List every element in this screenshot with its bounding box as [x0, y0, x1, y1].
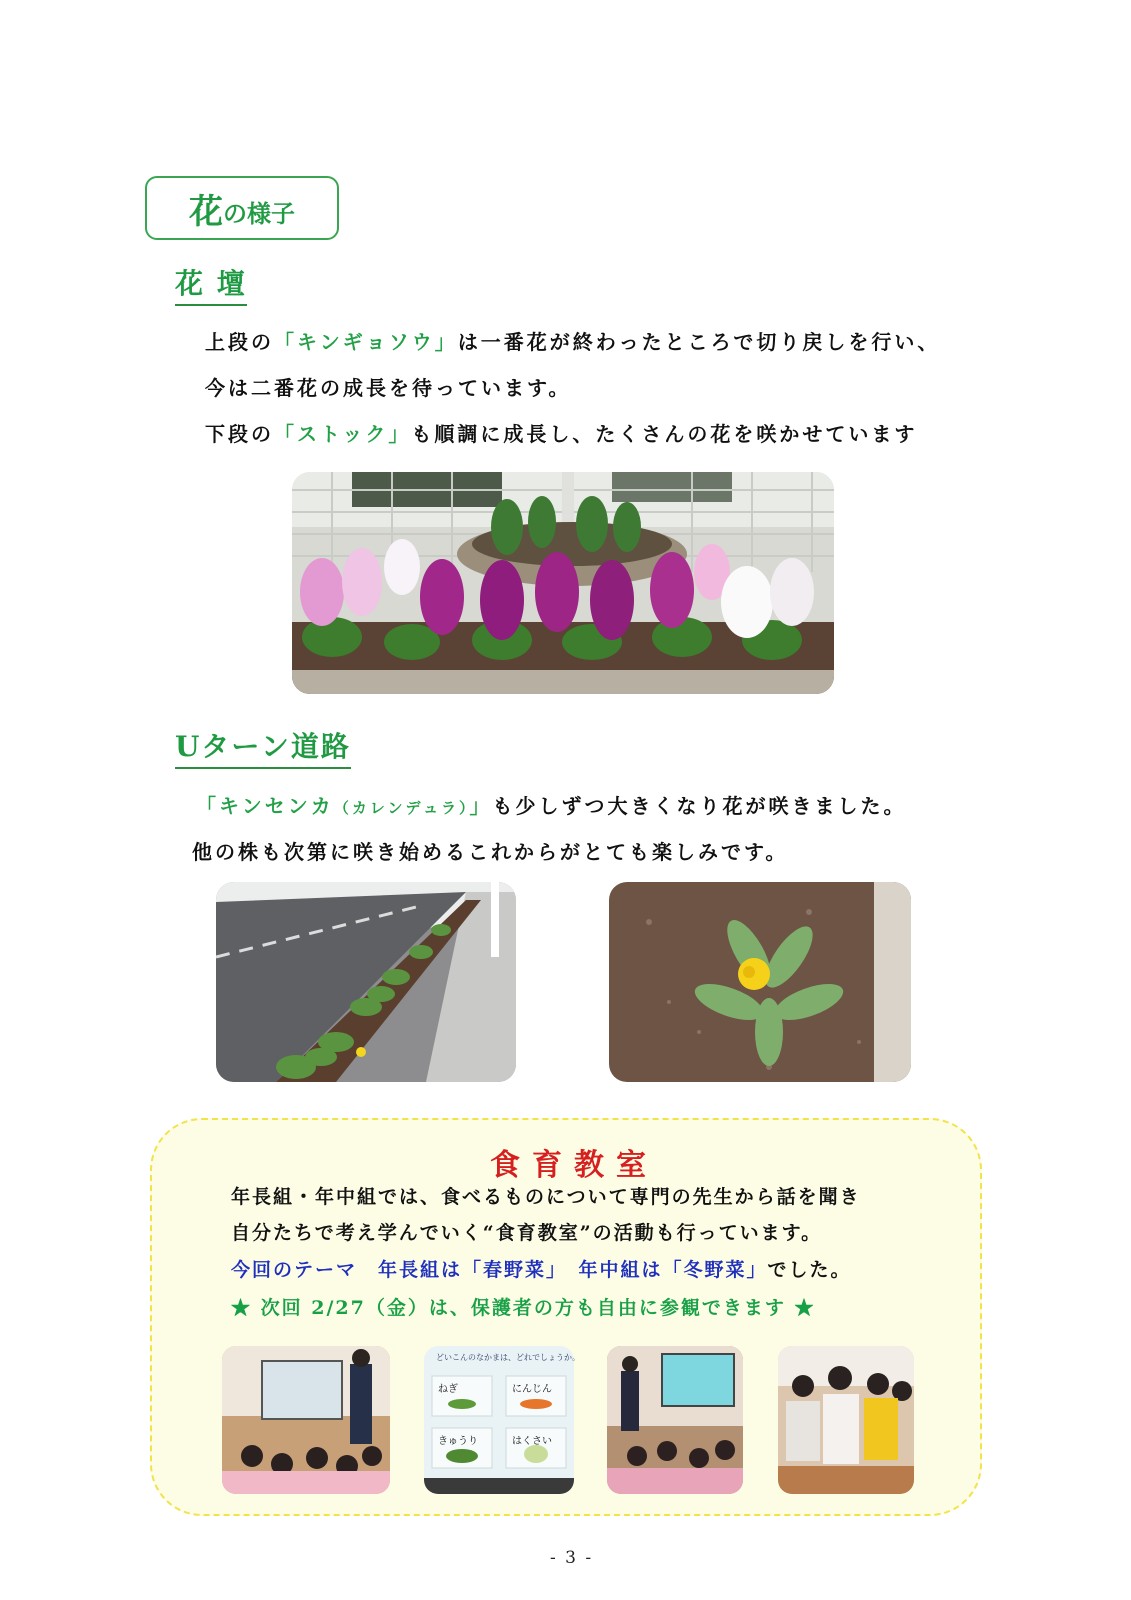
slide-title: どいこんのなかまは、どれでしょうか。	[436, 1353, 580, 1362]
kadan-line-1c: は一番花が終わったところで切り戻しを行い、	[457, 330, 941, 354]
kadan-stock: 「ストック」	[274, 422, 412, 446]
page-number: - 3 -	[550, 1548, 594, 1568]
calendula-photo	[609, 882, 911, 1082]
class-photo-3	[778, 1346, 914, 1494]
kadan-heading: 花 壇	[175, 262, 247, 306]
uturn-bracket: 」	[469, 794, 493, 818]
shokuiku-title: 食育教室	[490, 1148, 658, 1183]
flower-bed-photo	[292, 472, 834, 694]
uturn-kinsenka: 「キンセンカ	[196, 794, 334, 818]
slide-photo	[424, 1346, 574, 1494]
kadan-line-1	[205, 326, 940, 355]
shokuiku-line-1: 年長組・年中組では、食べるものについて専門の先生から話を聞き	[231, 1186, 861, 1208]
shokuiku-theme-end: でした。	[767, 1259, 852, 1281]
section-title-small: の様子	[223, 198, 295, 228]
kadan-line-3	[205, 418, 917, 447]
shokuiku-next: ★ 次回 2/27（金）は、保護者の方も自由に参観できます ★	[231, 1297, 816, 1319]
slide-veg-1: ねぎ	[438, 1384, 458, 1395]
kadan-line-2: 今は二番花の成長を待っています。	[205, 376, 572, 400]
kadan-line-3a: 下段の	[205, 422, 274, 446]
uturn-calendula: （カレンデュラ）	[333, 799, 470, 817]
kadan-line-1a: 上段の	[205, 330, 274, 354]
uturn-line-2: 他の株も次第に咲き始めるこれからがとても楽しみです。	[192, 840, 789, 864]
kadan-kingyoso: 「キンギョソウ」	[274, 330, 458, 354]
shokuiku-line-2: 自分たちで考え学んでいく“食育教室”の活動も行っています。	[231, 1222, 823, 1244]
uturn-line-1d: も少しずつ大きくなり花が咲きました。	[492, 794, 907, 818]
uturn-line-1	[196, 790, 907, 819]
shokuiku-theme	[231, 1255, 852, 1282]
uturn-heading: Uターン道路	[175, 725, 351, 769]
shokuiku-theme-text: 今回のテーマ 年長組は「春野菜」 年中組は「冬野菜」	[231, 1259, 768, 1281]
slide-veg-4: はくさい	[512, 1436, 552, 1447]
slide-veg-3: きゅうり	[438, 1436, 478, 1447]
road-planter-photo	[216, 882, 516, 1082]
section-title-box	[145, 176, 339, 240]
class-photo-1	[222, 1346, 390, 1494]
section-title-big: 花	[189, 191, 223, 232]
class-photo-2	[607, 1346, 743, 1494]
kadan-line-3c: も順調に成長し、たくさんの花を咲かせています	[411, 422, 918, 446]
slide-veg-2: にんじん	[512, 1384, 552, 1395]
